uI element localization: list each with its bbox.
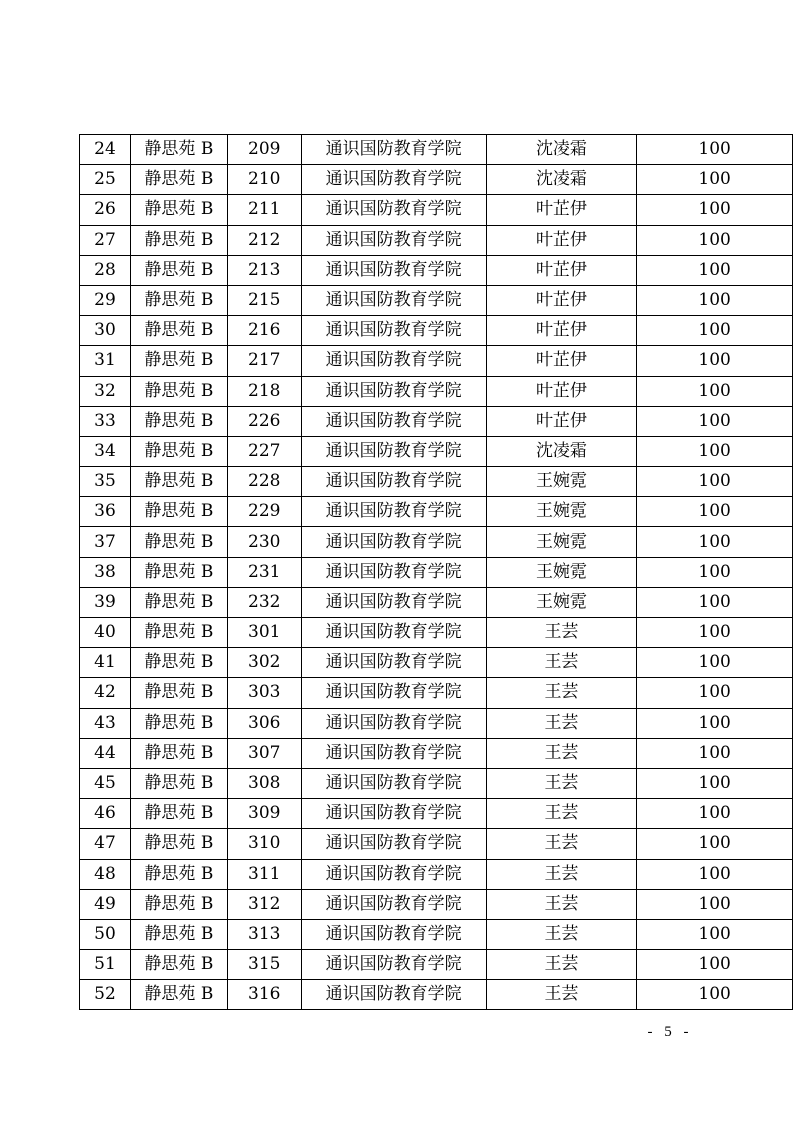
score-cell: 100: [637, 618, 793, 648]
table-row: [80, 587, 793, 617]
college-cell: 通识国防教育学院: [301, 497, 486, 527]
score-cell: 100: [637, 346, 793, 376]
score-cell: 100: [637, 406, 793, 436]
college-cell: 通识国防教育学院: [301, 738, 486, 768]
row-index-cell: 49: [80, 889, 131, 919]
score-cell: 100: [637, 980, 793, 1010]
room-number-cell: 313: [227, 919, 301, 949]
score-cell: 100: [637, 799, 793, 829]
building-cell: 静思苑 B: [130, 436, 227, 466]
college-cell: 通识国防教育学院: [301, 165, 486, 195]
building-cell: 静思苑 B: [130, 195, 227, 225]
college-cell: 通识国防教育学院: [301, 376, 486, 406]
table-row: [80, 618, 793, 648]
score-cell: 100: [637, 497, 793, 527]
counselor-cell: 王芸: [486, 738, 637, 768]
college-cell: 通识国防教育学院: [301, 829, 486, 859]
row-index-cell: 45: [80, 768, 131, 798]
row-index-cell: 30: [80, 316, 131, 346]
score-cell: 100: [637, 829, 793, 859]
college-cell: 通识国防教育学院: [301, 436, 486, 466]
college-cell: 通识国防教育学院: [301, 195, 486, 225]
table-row: [80, 708, 793, 738]
room-number-cell: 230: [227, 527, 301, 557]
room-number-cell: 226: [227, 406, 301, 436]
table-row: [80, 285, 793, 315]
counselor-cell: 王芸: [486, 618, 637, 648]
room-number-cell: 308: [227, 768, 301, 798]
room-number-cell: 210: [227, 165, 301, 195]
building-cell: 静思苑 B: [130, 497, 227, 527]
counselor-cell: 沈凌霜: [486, 165, 637, 195]
score-cell: 100: [637, 587, 793, 617]
counselor-cell: 王芸: [486, 678, 637, 708]
room-number-cell: 307: [227, 738, 301, 768]
page-number: - 5 -: [647, 1024, 693, 1040]
counselor-cell: 王芸: [486, 950, 637, 980]
row-index-cell: 27: [80, 225, 131, 255]
room-number-cell: 316: [227, 980, 301, 1010]
room-number-cell: 302: [227, 648, 301, 678]
counselor-cell: 王芸: [486, 829, 637, 859]
row-index-cell: 28: [80, 255, 131, 285]
row-index-cell: 39: [80, 587, 131, 617]
college-cell: 通识国防教育学院: [301, 980, 486, 1010]
building-cell: 静思苑 B: [130, 829, 227, 859]
row-index-cell: 34: [80, 436, 131, 466]
table-row: [80, 527, 793, 557]
row-index-cell: 52: [80, 980, 131, 1010]
table-row: [80, 648, 793, 678]
table-row: [80, 768, 793, 798]
row-index-cell: 41: [80, 648, 131, 678]
score-cell: 100: [637, 889, 793, 919]
room-number-cell: 218: [227, 376, 301, 406]
building-cell: 静思苑 B: [130, 557, 227, 587]
score-cell: 100: [637, 527, 793, 557]
building-cell: 静思苑 B: [130, 255, 227, 285]
score-cell: 100: [637, 255, 793, 285]
score-cell: 100: [637, 919, 793, 949]
score-cell: 100: [637, 557, 793, 587]
college-cell: 通识国防教育学院: [301, 799, 486, 829]
college-cell: 通识国防教育学院: [301, 467, 486, 497]
room-number-cell: 229: [227, 497, 301, 527]
row-index-cell: 25: [80, 165, 131, 195]
counselor-cell: 叶芷伊: [486, 255, 637, 285]
building-cell: 静思苑 B: [130, 950, 227, 980]
room-number-cell: 309: [227, 799, 301, 829]
building-cell: 静思苑 B: [130, 527, 227, 557]
college-cell: 通识国防教育学院: [301, 225, 486, 255]
counselor-cell: 王芸: [486, 768, 637, 798]
row-index-cell: 32: [80, 376, 131, 406]
table-row: [80, 980, 793, 1010]
score-cell: 100: [637, 316, 793, 346]
row-index-cell: 44: [80, 738, 131, 768]
building-cell: 静思苑 B: [130, 799, 227, 829]
counselor-cell: 叶芷伊: [486, 316, 637, 346]
room-number-cell: 213: [227, 255, 301, 285]
building-cell: 静思苑 B: [130, 467, 227, 497]
row-index-cell: 51: [80, 950, 131, 980]
room-number-cell: 303: [227, 678, 301, 708]
counselor-cell: 叶芷伊: [486, 376, 637, 406]
table-row: [80, 255, 793, 285]
counselor-cell: 王芸: [486, 859, 637, 889]
college-cell: 通识国防教育学院: [301, 618, 486, 648]
college-cell: 通识国防教育学院: [301, 919, 486, 949]
score-cell: 100: [637, 285, 793, 315]
score-cell: 100: [637, 859, 793, 889]
college-cell: 通识国防教育学院: [301, 255, 486, 285]
table-row: [80, 738, 793, 768]
table-row: [80, 225, 793, 255]
table-row: [80, 919, 793, 949]
building-cell: 静思苑 B: [130, 587, 227, 617]
room-number-cell: 211: [227, 195, 301, 225]
score-cell: 100: [637, 135, 793, 165]
counselor-cell: 叶芷伊: [486, 406, 637, 436]
building-cell: 静思苑 B: [130, 165, 227, 195]
table-row: [80, 135, 793, 165]
score-cell: 100: [637, 648, 793, 678]
college-cell: 通识国防教育学院: [301, 648, 486, 678]
score-cell: 100: [637, 376, 793, 406]
college-cell: 通识国防教育学院: [301, 346, 486, 376]
room-number-cell: 209: [227, 135, 301, 165]
table-row: [80, 346, 793, 376]
room-number-cell: 310: [227, 829, 301, 859]
college-cell: 通识国防教育学院: [301, 950, 486, 980]
building-cell: 静思苑 B: [130, 859, 227, 889]
table-row: [80, 165, 793, 195]
table-row: [80, 376, 793, 406]
row-index-cell: 46: [80, 799, 131, 829]
counselor-cell: 王芸: [486, 648, 637, 678]
room-number-cell: 212: [227, 225, 301, 255]
table-row: [80, 467, 793, 497]
room-number-cell: 311: [227, 859, 301, 889]
row-index-cell: 42: [80, 678, 131, 708]
building-cell: 静思苑 B: [130, 406, 227, 436]
row-index-cell: 31: [80, 346, 131, 376]
college-cell: 通识国防教育学院: [301, 859, 486, 889]
row-index-cell: 50: [80, 919, 131, 949]
row-index-cell: 26: [80, 195, 131, 225]
college-cell: 通识国防教育学院: [301, 316, 486, 346]
counselor-cell: 王婉霓: [486, 557, 637, 587]
college-cell: 通识国防教育学院: [301, 285, 486, 315]
row-index-cell: 47: [80, 829, 131, 859]
counselor-cell: 王婉霓: [486, 527, 637, 557]
table-row: [80, 829, 793, 859]
counselor-cell: 叶芷伊: [486, 346, 637, 376]
score-cell: 100: [637, 678, 793, 708]
table-row: [80, 557, 793, 587]
row-index-cell: 33: [80, 406, 131, 436]
counselor-cell: 叶芷伊: [486, 225, 637, 255]
building-cell: 静思苑 B: [130, 738, 227, 768]
building-cell: 静思苑 B: [130, 919, 227, 949]
table-row: [80, 436, 793, 466]
table-row: [80, 497, 793, 527]
room-number-cell: 315: [227, 950, 301, 980]
room-number-cell: 215: [227, 285, 301, 315]
college-cell: 通识国防教育学院: [301, 768, 486, 798]
counselor-cell: 叶芷伊: [486, 195, 637, 225]
building-cell: 静思苑 B: [130, 316, 227, 346]
table-row: [80, 950, 793, 980]
building-cell: 静思苑 B: [130, 708, 227, 738]
row-index-cell: 36: [80, 497, 131, 527]
row-index-cell: 40: [80, 618, 131, 648]
score-cell: 100: [637, 467, 793, 497]
college-cell: 通识国防教育学院: [301, 587, 486, 617]
college-cell: 通识国防教育学院: [301, 557, 486, 587]
college-cell: 通识国防教育学院: [301, 889, 486, 919]
college-cell: 通识国防教育学院: [301, 406, 486, 436]
table-row: [80, 316, 793, 346]
row-index-cell: 37: [80, 527, 131, 557]
room-number-cell: 232: [227, 587, 301, 617]
counselor-cell: 王芸: [486, 708, 637, 738]
row-index-cell: 48: [80, 859, 131, 889]
counselor-cell: 王芸: [486, 799, 637, 829]
room-number-cell: 228: [227, 467, 301, 497]
score-cell: 100: [637, 195, 793, 225]
table-row: [80, 889, 793, 919]
table-body: [80, 135, 793, 1010]
row-index-cell: 43: [80, 708, 131, 738]
counselor-cell: 王婉霓: [486, 497, 637, 527]
room-number-cell: 227: [227, 436, 301, 466]
score-cell: 100: [637, 768, 793, 798]
room-number-cell: 216: [227, 316, 301, 346]
room-number-cell: 306: [227, 708, 301, 738]
table-row: [80, 799, 793, 829]
counselor-cell: 王婉霓: [486, 467, 637, 497]
building-cell: 静思苑 B: [130, 889, 227, 919]
building-cell: 静思苑 B: [130, 225, 227, 255]
room-number-cell: 217: [227, 346, 301, 376]
score-cell: 100: [637, 225, 793, 255]
building-cell: 静思苑 B: [130, 678, 227, 708]
room-number-cell: 312: [227, 889, 301, 919]
building-cell: 静思苑 B: [130, 768, 227, 798]
table-row: [80, 406, 793, 436]
table-row: [80, 859, 793, 889]
counselor-cell: 王芸: [486, 919, 637, 949]
room-number-cell: 301: [227, 618, 301, 648]
score-cell: 100: [637, 436, 793, 466]
building-cell: 静思苑 B: [130, 285, 227, 315]
college-cell: 通识国防教育学院: [301, 708, 486, 738]
row-index-cell: 38: [80, 557, 131, 587]
table-row: [80, 195, 793, 225]
row-index-cell: 29: [80, 285, 131, 315]
row-index-cell: 35: [80, 467, 131, 497]
score-cell: 100: [637, 738, 793, 768]
building-cell: 静思苑 B: [130, 648, 227, 678]
counselor-cell: 叶芷伊: [486, 285, 637, 315]
building-cell: 静思苑 B: [130, 346, 227, 376]
counselor-cell: 王婉霓: [486, 587, 637, 617]
building-cell: 静思苑 B: [130, 135, 227, 165]
college-cell: 通识国防教育学院: [301, 135, 486, 165]
room-number-cell: 231: [227, 557, 301, 587]
row-index-cell: 24: [80, 135, 131, 165]
counselor-cell: 沈凌霜: [486, 436, 637, 466]
score-cell: 100: [637, 950, 793, 980]
dormitory-table: [79, 134, 793, 1010]
building-cell: 静思苑 B: [130, 376, 227, 406]
college-cell: 通识国防教育学院: [301, 527, 486, 557]
score-cell: 100: [637, 708, 793, 738]
table-row: [80, 678, 793, 708]
counselor-cell: 沈凌霜: [486, 135, 637, 165]
score-cell: 100: [637, 165, 793, 195]
counselor-cell: 王芸: [486, 889, 637, 919]
college-cell: 通识国防教育学院: [301, 678, 486, 708]
building-cell: 静思苑 B: [130, 980, 227, 1010]
building-cell: 静思苑 B: [130, 618, 227, 648]
counselor-cell: 王芸: [486, 980, 637, 1010]
